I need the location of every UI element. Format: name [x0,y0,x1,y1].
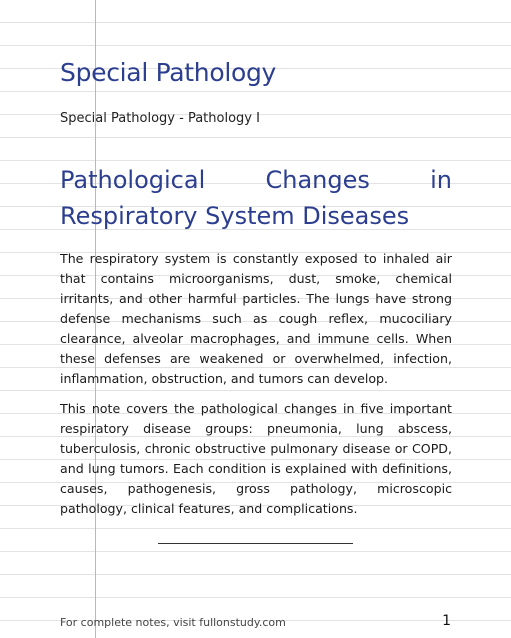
document-title: Special Pathology [60,58,277,87]
section-divider [158,543,353,544]
breadcrumb: Special Pathology - Pathology I [60,111,260,126]
intro-paragraph: The respiratory system is constantly exposed to inhaled air that contains microorganisms, dust, smoke, chemical irritants, and other harmful particles. The lungs have strong defense mechanisms such as cough reflex, mucociliary clearance, alveolar macrophages, and immune cells. When these defenses are weakened or overwhelmed, infection, inflammation, obstruction, and tumors can develop. [60,251,452,386]
page-number: 1 [442,613,451,629]
overview-paragraph: This note covers the pathological changes in five important respiratory disease groups: pneumonia, lung abscess, tuberculosis, chronic obstructive pulmonary disease or COPD, and lung tumors. Each condition is explained with definitions, causes, pathogenesis, gross pathology, microscopic pathology, clinical features, and complications. [60,401,452,516]
footer-link-text: For complete notes, visit fullonstudy.com [60,616,286,629]
section-heading: Pathological Changes in Respiratory System Diseases [60,166,452,230]
